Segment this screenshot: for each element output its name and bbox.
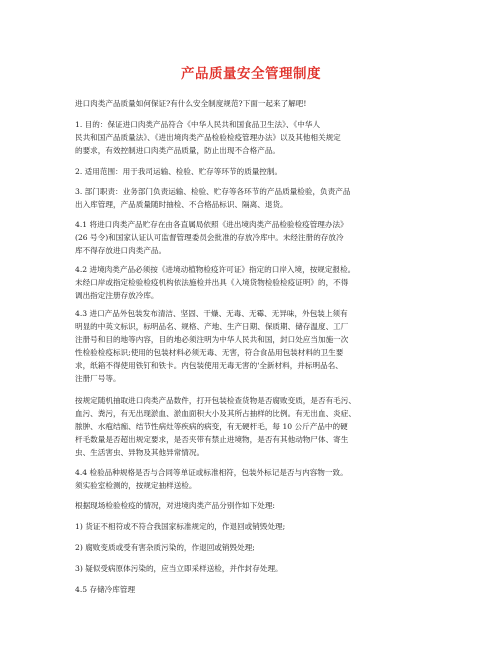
text-line: 库不得存放进口肉类产品。 (75, 246, 167, 255)
text-line: 按规定随机抽取进口肉类产品数件，打开包装检查货物是否腐败变质，是否有毛污、 (75, 396, 356, 405)
text-line: 2) 腐败变质或受有害杂质污染的，作退回或销毁处理; (75, 543, 255, 552)
text-line: 4.5 存储冷库管理 (75, 585, 136, 594)
list-item-3 (75, 562, 435, 575)
text-line: 血污、粪污，有无出现淤血、淤血面积大小及其所占抽样的比例。有无出血、炎症、 (75, 409, 356, 418)
text-line: 3) 疑似受病原体污染的，应当立即采样送检，并作封存处理。 (75, 564, 283, 573)
text-line: 杆毛数量是否超出规定要求，是否夹带有禁止进境物，是否有其他动物尸体、寄生 (75, 435, 349, 444)
text-line: 注册号和目的地等内容，目的地必须注明为中华人民共和国，封口处应当加施一次 (75, 335, 349, 344)
paragraph-purpose (75, 118, 435, 157)
text-line: 1. 目的：保证进口肉类产品符合《中华人民共和国食品卫生法》、《中华人 (75, 120, 321, 129)
text-line: 求，纸箱不得使用铁钉和铁卡。内包装使用无毒无害的'全新材料，并标明品名、 (75, 361, 343, 370)
paragraph-4-2 (75, 263, 435, 302)
text-line: 进口肉类产品质量如何保证?有什么安全制度规范?下面一起来了解吧! (75, 99, 307, 108)
list-item-2 (75, 541, 435, 554)
document-title: 产品质量安全管理制度 (181, 66, 321, 82)
text-line: 4.4 检验品种规格是否与合同等单证或标准相符，包装外标记是否与内容物一致。 (75, 468, 348, 477)
text-line: 明显的中英文标识，标明品名、规格、产地、生产日期、保质期、储存温度、工厂 (75, 322, 349, 331)
text-line: 4.3 进口产品外包装发布清洁、坚固、干燥、无毒、无霉、无异味，外包装上须有 (75, 309, 348, 318)
text-line: 注册厂号等。 (75, 374, 121, 383)
text-line: 脓肿、水疱结痂、结节性病灶等疾病的病变，有无硬杆毛，每 10 公斤产品中的硬 (75, 422, 348, 431)
list-item-1 (75, 520, 435, 533)
text-line: 调出指定注册存放冷库。 (75, 291, 159, 300)
text-line: 虫、生活害虫、异物及其他异常情况。 (75, 448, 205, 457)
text-line: 1) 货证不相符或不符合我国家标准规定的，作退回或销毁处理; (75, 522, 286, 531)
paragraph-4-1 (75, 218, 435, 257)
text-line: 2. 适用范围：用于我司运输、检验、贮存等环节的质量控制。 (75, 167, 283, 176)
text-line: 须实验室检测的，按规定抽样送检。 (75, 481, 197, 490)
text-line: 的要求，有效控制进口肉类产品质量，防止出现不合格产品。 (75, 146, 281, 155)
paragraph-scope (75, 165, 435, 178)
paragraph-handling (75, 499, 435, 512)
text-line: 民共和国产品质量法》、《进出境肉类产品检验检疫管理办法》以及其他相关规定 (75, 133, 341, 142)
paragraph-intro (75, 97, 435, 110)
text-line: 性检验检疫标识;使用的包装材料必须无毒、无害，符合食品用包装材料的卫生要 (75, 348, 344, 357)
paragraph-4-5 (75, 583, 435, 596)
text-line: 4.2 进境肉类产品必须按《进境动植物检疫许可证》指定的口岸入境，按规定报检。 (75, 265, 356, 274)
paragraph-4-4 (75, 466, 435, 492)
text-line: 4.1 将进口肉类产品贮存在由各直属局依照《进出境肉类产品检验检疫管理办法》 (75, 220, 348, 229)
paragraph-responsibilities (75, 185, 435, 211)
paragraph-sampling (75, 394, 435, 459)
text-line: 未经口岸或指定检验检疫机构依法施检并出具《入境货物检验检疫证明》的，不得 (75, 278, 349, 287)
paragraph-4-3 (75, 307, 435, 385)
text-line: 3. 部门职责：业务部门负责运输、检验、贮存等各环节的产品质量检验，负责产品 (75, 187, 351, 196)
text-line: 出入库管理，产品质量随时抽检、不合格品标识、隔离、退货。 (75, 200, 288, 209)
text-line: (26 号令)和国家认证认可监督管理委员会批准的存放冷库中。未经注册的存放冷 (75, 233, 344, 242)
text-line: 根据现场检验检疫的情况，对进境肉类产品分别作如下处理: (75, 501, 275, 510)
